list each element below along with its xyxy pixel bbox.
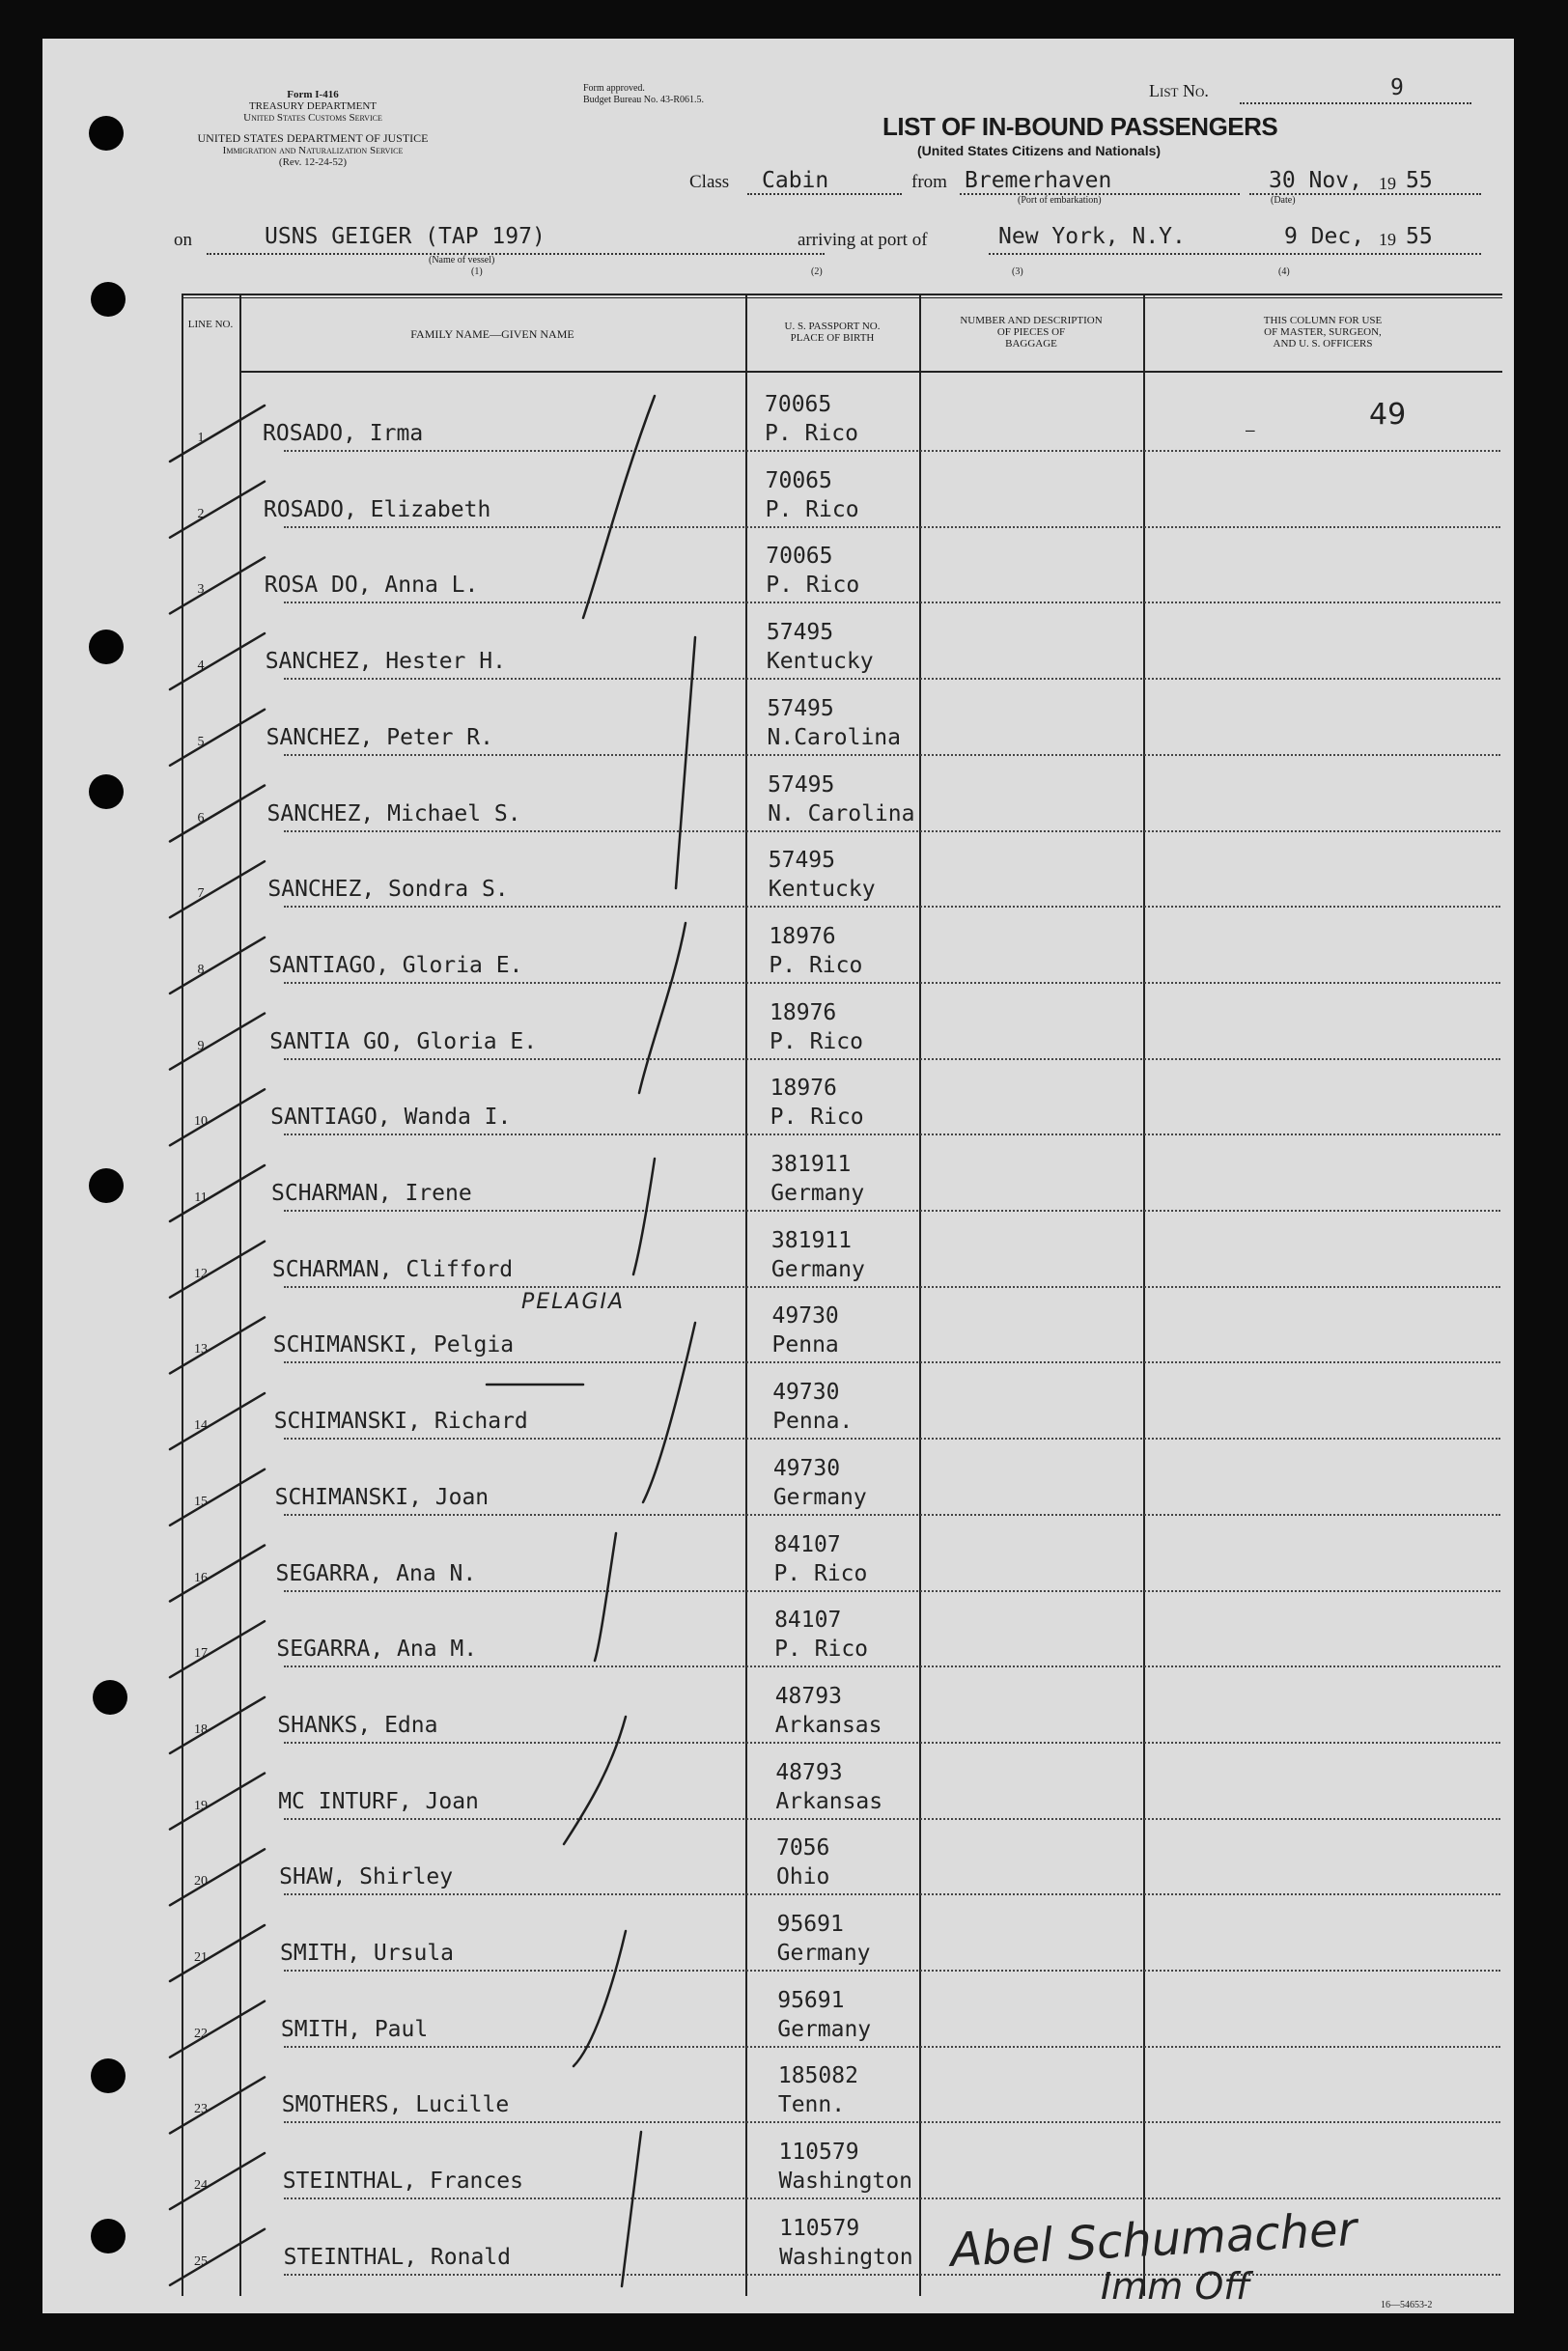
line-number: 22 [194, 2026, 208, 2041]
passenger-name: STEINTHAL, Ronald [283, 2244, 511, 2270]
place-of-birth: P. Rico [770, 1105, 864, 1131]
bracket-stroke [622, 2132, 641, 2286]
place-of-birth: P. Rico [773, 1560, 868, 1586]
place-of-birth: Penna. [772, 1409, 854, 1435]
line-number: 10 [194, 1114, 208, 1130]
line-no-header: LINE NO. [187, 319, 234, 330]
port-of-embarkation: Bremerhaven [965, 168, 1112, 193]
passport-header-line1: U. S. PASSPORT NO. [784, 321, 881, 332]
departure-date: 30 Nov, [1269, 168, 1362, 193]
baggage-header-line1: NUMBER AND DESCRIPTION [960, 315, 1103, 326]
passenger-name: SANCHEZ, Michael S. [266, 800, 521, 826]
customs-service: United States Customs Service [243, 112, 382, 124]
officer-title: Imm Off [1101, 2265, 1250, 2308]
line-number: 4 [197, 658, 205, 674]
bracket-stroke [574, 1931, 626, 2066]
passport-number: 381911 [770, 1227, 853, 1253]
handwritten-marks [42, 39, 1514, 2313]
class-label: Class [689, 172, 730, 192]
passenger-name: SANCHEZ, Peter R. [266, 724, 493, 750]
line-number: 13 [194, 1342, 208, 1357]
place-of-birth: Penna [771, 1332, 839, 1358]
passport-number: 185082 [777, 2063, 858, 2089]
place-of-birth: Kentucky [768, 877, 876, 903]
passenger-name: SEGARRA, Ana N. [275, 1560, 477, 1586]
passenger-name: SHANKS, Edna [277, 1712, 438, 1738]
passenger-name: SCHIMANSKI, Joan [274, 1484, 490, 1510]
list-no-label: List No. [1149, 81, 1209, 100]
line-number: 14 [194, 1418, 208, 1434]
line-number: 21 [194, 1950, 208, 1965]
officer-count: 49 [1369, 398, 1407, 432]
place-of-birth: P. Rico [770, 1028, 863, 1054]
passenger-name: SEGARRA, Ana M. [276, 1637, 478, 1663]
passport-number: 110579 [778, 2140, 859, 2166]
passenger-name: ROSADO, Irma [263, 421, 424, 446]
baggage-header-line2: OF PIECES OF [996, 326, 1066, 338]
passport-number: 95691 [777, 1987, 845, 2013]
line-number: 7 [197, 886, 205, 902]
passport-number: 70065 [765, 467, 832, 493]
bracket-stroke [676, 637, 695, 888]
place-of-birth: Germany [770, 1256, 865, 1282]
class-value: Cabin [762, 168, 829, 193]
line-number: 6 [197, 810, 205, 826]
line-number: 3 [197, 582, 205, 598]
passport-number: 95691 [776, 1912, 844, 1937]
place-of-birth: Arkansas [775, 1788, 883, 1814]
line-number: 9 [197, 1038, 205, 1053]
line-number: 17 [194, 1646, 208, 1662]
line-number: 12 [194, 1266, 208, 1281]
line-number: 2 [197, 506, 205, 521]
passport-number: 57495 [766, 620, 834, 646]
on-label: on [174, 230, 192, 250]
line-number: 25 [194, 2253, 208, 2269]
budget-bureau: Budget Bureau No. 43-R061.5. [583, 95, 704, 105]
passport-number: 84107 [774, 1608, 842, 1634]
officers-header-line1: THIS COLUMN FOR USE [1263, 315, 1383, 326]
vessel-caption: (Name of vessel) [429, 255, 495, 266]
line-number: 1 [197, 431, 205, 445]
passport-number: 70065 [765, 392, 832, 417]
justice-department: UNITED STATES DEPARTMENT OF JUSTICE [197, 131, 429, 145]
arrival-date: 9 Dec, [1284, 224, 1365, 249]
bracket-stroke [633, 1159, 655, 1274]
place-of-birth: Kentucky [766, 649, 874, 675]
passport-number: 70065 [766, 544, 833, 570]
revision-date: (Rev. 12-24-52) [278, 156, 348, 168]
passport-number: 18976 [770, 1076, 837, 1102]
passport-number: 110579 [779, 2215, 860, 2241]
immigration-service: Immigration and Naturalization Service [222, 145, 404, 156]
line-number: 19 [194, 1798, 208, 1813]
page-subtitle: (United States Citizens and Nationals) [917, 143, 1162, 158]
treasury-department: TREASURY DEPARTMENT [248, 100, 378, 112]
passport-number: 84107 [773, 1531, 841, 1557]
officers-header-line3: AND U. S. OFFICERS [1273, 338, 1373, 350]
line-number: 18 [194, 1721, 208, 1737]
form-approved: Form approved. [583, 83, 645, 94]
departure-year: 55 [1406, 168, 1433, 193]
passenger-name: ROSA DO, Anna L. [264, 573, 479, 599]
passenger-name: ROSADO, Elizabeth [263, 496, 491, 522]
date-caption: (Date) [1271, 195, 1296, 206]
place-of-birth: P. Rico [765, 496, 859, 522]
vessel-name: USNS GEIGER (TAP 197) [265, 224, 546, 249]
place-of-birth: Ohio [775, 1864, 830, 1890]
passenger-name: STEINTHAL, Frances [282, 2169, 523, 2195]
name-correction: PELAGIA [521, 1290, 626, 1314]
list-number: 9 [1390, 75, 1404, 100]
passport-number: 381911 [770, 1152, 852, 1177]
line-number: 8 [197, 962, 205, 977]
place-of-birth: Arkansas [774, 1712, 882, 1738]
place-of-birth: Tenn. [777, 2092, 846, 2118]
bracket-stroke [639, 923, 686, 1093]
place-of-birth: Washington [778, 2169, 912, 2195]
passport-number: 48793 [775, 1759, 843, 1785]
passenger-name: SANTIAGO, Gloria E. [268, 952, 523, 978]
passenger-name: SANTIA GO, Gloria E. [269, 1028, 538, 1054]
passport-number: 49730 [771, 1303, 839, 1329]
from-label: from [911, 172, 947, 192]
place-of-birth: Germany [777, 2016, 872, 2042]
passport-number: 18976 [770, 999, 837, 1025]
arrival-port: New York, N.Y. [998, 224, 1186, 249]
arrival-year: 55 [1406, 224, 1433, 249]
passenger-name: SCHIMANSKI, Richard [273, 1409, 528, 1435]
bracket-stroke [643, 1323, 695, 1502]
passenger-name: SCHIMANSKI, Pelgia [272, 1332, 515, 1358]
check-mark-strokes [170, 406, 265, 2285]
place-of-birth: P. Rico [766, 573, 860, 599]
line-number: 24 [194, 2178, 208, 2194]
passport-number: 57495 [768, 771, 835, 798]
page-title: LIST OF IN-BOUND PASSENGERS [882, 112, 1278, 141]
passenger-name: SCHARMAN, Clifford [271, 1256, 514, 1282]
passenger-name: SMITH, Ursula [280, 1941, 455, 1966]
passenger-name: SMOTHERS, Lucille [281, 2092, 510, 2118]
passport-number: 57495 [768, 848, 836, 874]
place-of-birth: N. Carolina [768, 800, 915, 826]
passenger-name: SANCHEZ, Hester H. [265, 649, 506, 675]
officer-dash: – [1246, 421, 1255, 439]
footer-code: 16—54653-2 [1381, 2300, 1433, 2310]
passport-number: 49730 [772, 1455, 841, 1481]
passport-header-line2: PLACE OF BIRTH [790, 332, 875, 344]
line-number: 5 [197, 734, 205, 749]
passenger-name: MC INTURF, Joan [278, 1788, 479, 1814]
place-of-birth: P. Rico [774, 1637, 869, 1663]
passenger-name: SHAW, Shirley [279, 1864, 454, 1890]
form-number: Form I-416 [287, 89, 339, 100]
place-of-birth: Washington [779, 2244, 913, 2270]
passenger-name: SANTIAGO, Wanda I. [270, 1105, 512, 1131]
arriving-label: arriving at port of [798, 230, 928, 250]
passport-number: 57495 [767, 695, 834, 721]
passport-number: 18976 [769, 923, 836, 949]
passport-number: 49730 [772, 1380, 840, 1406]
line-number: 16 [194, 1570, 208, 1585]
officers-header-line2: OF MASTER, SURGEON, [1264, 326, 1382, 338]
line-number: 20 [194, 1874, 208, 1889]
bracket-stroke [595, 1533, 616, 1661]
name-column-header: FAMILY NAME—GIVEN NAME [410, 327, 574, 341]
passenger-name: SCHARMAN, Irene [271, 1181, 472, 1206]
place-of-birth: Germany [770, 1181, 865, 1206]
century-prefix: 19 [1379, 174, 1396, 193]
baggage-header-line3: BAGGAGE [1005, 338, 1057, 350]
bracket-stroke [564, 1717, 626, 1844]
officer-signature: Abel Schumacher [948, 2202, 1358, 2278]
caption-2: (2) [811, 266, 823, 277]
place-of-birth: Germany [776, 1941, 871, 1966]
bracket-stroke [583, 396, 655, 618]
place-of-birth: Germany [772, 1484, 867, 1510]
passenger-name: SANCHEZ, Sondra S. [267, 877, 509, 903]
place-of-birth: P. Rico [765, 421, 858, 446]
line-number: 23 [194, 2102, 208, 2117]
line-number: 11 [194, 1190, 208, 1205]
form-sheet [42, 39, 1514, 2313]
century-prefix: 19 [1379, 230, 1396, 249]
passenger-name: SMITH, Paul [280, 2016, 429, 2042]
passport-number: 7056 [775, 1835, 830, 1861]
caption-4: (4) [1278, 266, 1290, 277]
caption-1: (1) [471, 266, 483, 277]
place-of-birth: N.Carolina [767, 724, 901, 750]
place-of-birth: P. Rico [769, 952, 863, 978]
passport-number: 48793 [774, 1683, 842, 1709]
caption-3: (3) [1012, 266, 1023, 277]
port-caption: (Port of embarkation) [1018, 195, 1102, 206]
line-number: 15 [194, 1494, 208, 1509]
